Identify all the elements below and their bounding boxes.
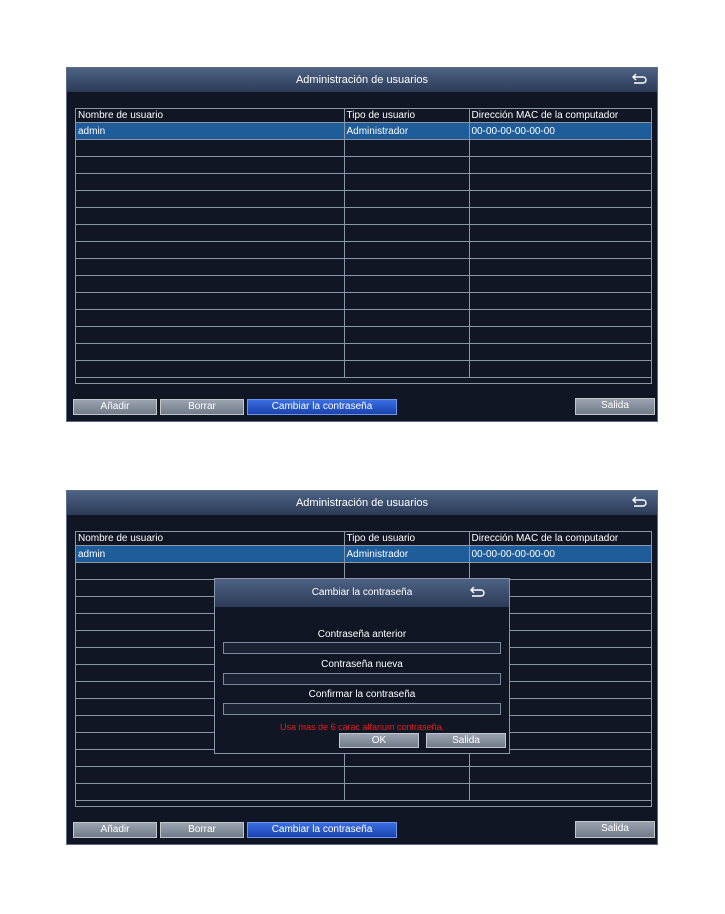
table-header-row xyxy=(76,109,651,123)
empty-table-row[interactable] xyxy=(76,225,651,242)
empty-table-row[interactable] xyxy=(76,157,651,174)
column-header-mac-address[interactable]: Dirección MAC de la computador xyxy=(469,532,651,546)
old-password-input[interactable] xyxy=(223,642,501,654)
change-password-button[interactable]: Cambiar la contraseña xyxy=(247,399,397,415)
exit-button[interactable]: Salida xyxy=(575,821,655,838)
empty-table-row[interactable] xyxy=(76,310,651,327)
users-table xyxy=(75,108,652,384)
column-header-user-type[interactable]: Tipo de usuario xyxy=(344,532,469,546)
delete-user-button[interactable]: Borrar xyxy=(160,822,244,838)
dialog-titlebar xyxy=(215,579,509,607)
empty-table-row[interactable] xyxy=(76,361,651,378)
exit-button[interactable]: Salida xyxy=(575,398,655,415)
empty-table-row[interactable] xyxy=(76,242,651,259)
add-user-button[interactable]: Añadir xyxy=(73,822,157,838)
empty-table-row[interactable] xyxy=(76,767,651,784)
confirm-password-input[interactable] xyxy=(223,703,501,715)
dialog-title: Cambiar la contraseña xyxy=(311,587,413,598)
empty-table-row[interactable] xyxy=(76,327,651,344)
window-title: Administración de usuarios xyxy=(295,497,429,509)
dialog-exit-button[interactable]: Salida xyxy=(426,733,506,748)
ok-button[interactable]: OK xyxy=(339,733,419,748)
column-header-username[interactable]: Nombre de usuario xyxy=(76,109,344,123)
cell-user-type: Administrador xyxy=(344,546,469,563)
password-requirement-warning: Usa mas de 6 carac alfanum contraseña. xyxy=(279,722,445,732)
change-password-dialog xyxy=(214,578,510,754)
empty-table-row[interactable] xyxy=(76,208,651,225)
change-password-button[interactable]: Cambiar la contraseña xyxy=(247,822,397,838)
cell-mac-address: 00-00-00-00-00-00 xyxy=(469,123,651,140)
empty-table-row[interactable] xyxy=(76,784,651,801)
table-row[interactable] xyxy=(76,123,651,140)
cell-username: admin xyxy=(76,123,344,140)
window-titlebar xyxy=(67,68,657,92)
add-user-button[interactable]: Añadir xyxy=(73,399,157,415)
empty-table-row[interactable] xyxy=(76,259,651,276)
empty-table-row[interactable] xyxy=(76,191,651,208)
column-header-user-type[interactable]: Tipo de usuario xyxy=(344,109,469,123)
old-password-label: Contraseña anterior xyxy=(317,629,407,640)
window-title: Administración de usuarios xyxy=(295,74,429,86)
empty-table-row[interactable] xyxy=(76,276,651,293)
back-arrow-icon[interactable] xyxy=(631,496,647,510)
back-arrow-icon[interactable] xyxy=(469,586,485,600)
cell-username: admin xyxy=(76,546,344,563)
table-header-row xyxy=(76,532,651,546)
back-arrow-icon[interactable] xyxy=(631,73,647,87)
column-header-username[interactable]: Nombre de usuario xyxy=(76,532,344,546)
column-header-mac-address[interactable]: Dirección MAC de la computador xyxy=(469,109,651,123)
empty-table-row[interactable] xyxy=(76,293,651,310)
confirm-password-label: Confirmar la contraseña xyxy=(308,689,416,700)
new-password-input[interactable] xyxy=(223,673,501,685)
table-row[interactable] xyxy=(76,546,651,563)
user-management-window xyxy=(66,67,658,422)
new-password-label: Contraseña nueva xyxy=(321,659,403,670)
empty-table-row[interactable] xyxy=(76,174,651,191)
empty-table-row[interactable] xyxy=(76,563,651,580)
cell-user-type: Administrador xyxy=(344,123,469,140)
delete-user-button[interactable]: Borrar xyxy=(160,399,244,415)
window-titlebar xyxy=(67,491,657,515)
empty-table-row[interactable] xyxy=(76,344,651,361)
empty-table-row[interactable] xyxy=(76,140,651,157)
cell-mac-address: 00-00-00-00-00-00 xyxy=(469,546,651,563)
